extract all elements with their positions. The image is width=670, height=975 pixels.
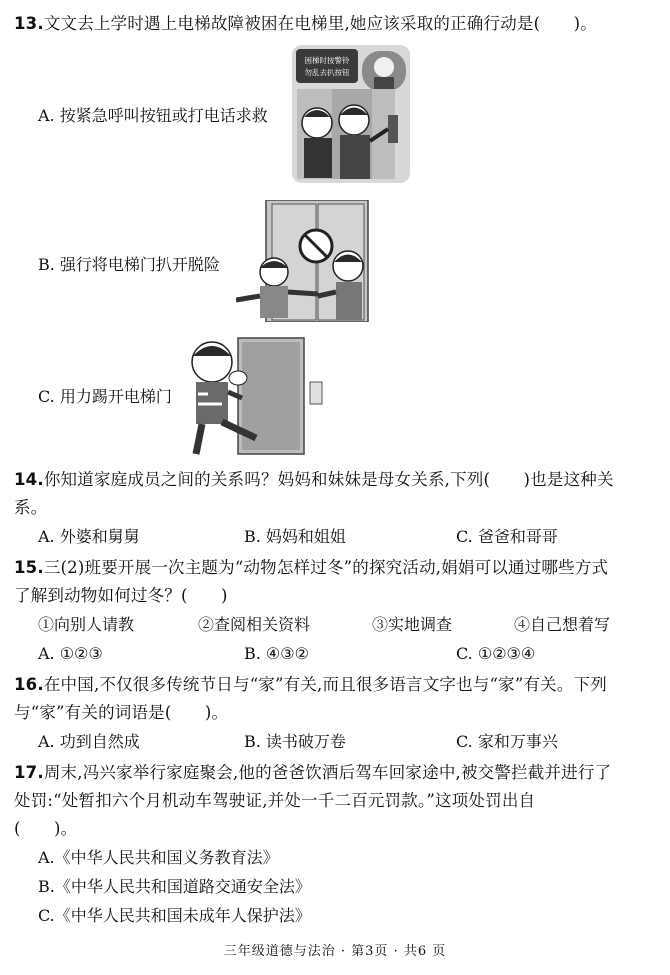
sign-text-line1: 困梯时按警铃 [304,56,350,65]
q15-item-2: ②查阅相关资料 [198,615,311,634]
sign-text-line2: 勿乱去扒按钮 [304,68,350,77]
q16-stem-line1: 16.在中国,不仅很多传统节日与“家”有关,而且很多语言文字也与“家”有关。下列 [14,675,607,694]
q14-stem-line2: 系。 [14,498,48,517]
q16-stem-line2: 与“家”有关的词语是( )。 [14,703,229,722]
figure-emergency-call [292,45,410,183]
q14-option-a: A. 外婆和舅舅 [38,527,140,546]
q17-stem-line1: 17.周末,冯兴家举行家庭聚会,他的爸爸饮酒后驾车回家途中,被交警拦截并进行了 [14,763,612,782]
q15-option-a: A. ①②③ [38,644,103,663]
q16-option-c: C. 家和万事兴 [456,732,558,751]
q14-option-c: C. 爸爸和哥哥 [456,527,558,546]
q16-option-b: B. 读书破万卷 [244,732,346,751]
q14-stem-line1: 14.你知道家庭成员之间的关系吗？妈妈和妹妹是母女关系,下列( )也是这种关 [14,470,614,489]
q15-item-3: ③实地调查 [372,615,453,634]
q15-stem-line2: 了解到动物如何过冬？( ) [14,586,228,605]
figure-kicking-door [186,334,326,458]
q13-option-c: C. 用力踢开电梯门 [38,387,172,406]
q17-stem-line3: ( )。 [14,819,78,838]
page-footer: 三年级道德与法治 · 第3页 · 共6 页 [223,944,447,959]
q17-option-a: A.《中华人民共和国义务教育法》 [38,848,279,867]
q13-option-b: B. 强行将电梯门扒开脱险 [38,255,220,274]
q13-stem: 13.文文去上学时遇上电梯故障被困在电梯里,她应该采取的正确行动是( )。 [14,14,597,33]
q17-option-c: C.《中华人民共和国未成年人保护法》 [38,906,311,925]
q15-item-1: ①向别人请教 [38,615,135,634]
q15-option-c: C. ①②③④ [456,644,536,663]
q16-option-a: A. 功到自然成 [38,732,140,751]
q15-stem-line1: 15.三(2)班要开展一次主题为“动物怎样过冬”的探究活动,娟娟可以通过哪些方式 [14,558,609,577]
figure-forcing-door [236,200,370,322]
q14-option-b: B. 妈妈和姐姐 [244,527,346,546]
q15-item-4: ④自己想着写 [514,615,611,634]
q17-stem-line2: 处罚:“处暂扣六个月机动车驾驶证,并处一千二百元罚款。”这项处罚出自 [14,791,536,810]
q17-option-b: B.《中华人民共和国道路交通安全法》 [38,877,311,896]
q13-option-a: A. 按紧急呼叫按钮或打电话求救 [38,106,268,125]
q15-option-b: B. ④③② [244,644,309,663]
